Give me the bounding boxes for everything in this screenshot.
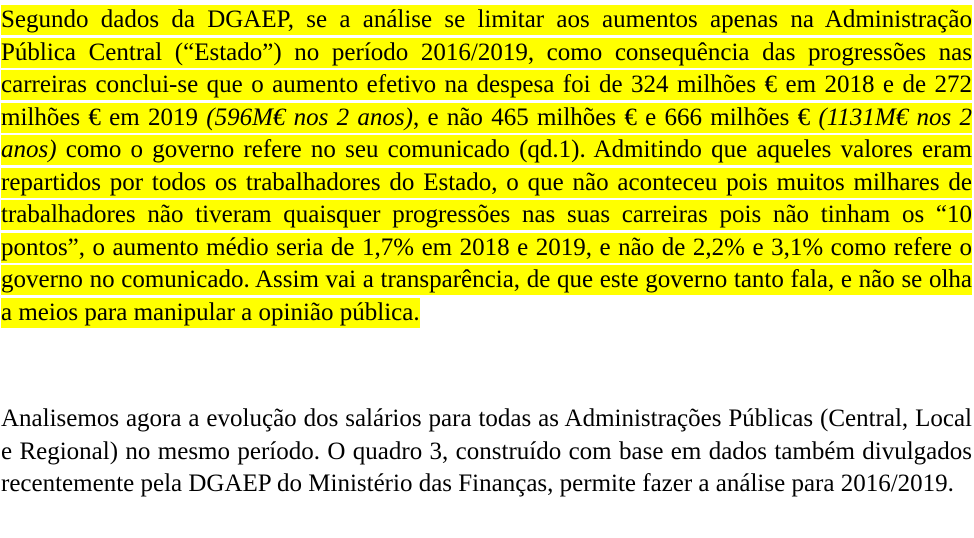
highlighted-text [1,5,972,328]
paragraph-1-text-c: como o governo refere no seu comunicado (qd.1). Admitindo que aqueles valores eram repartidos por todos os trabalhadores do Estado, o que não aconteceu pois muitos milhares de trabalhadores não tiveram quaisquer progressões nas suas carreiras pois não tinham os “10 pontos”, o aumento médio seria de 1,7% em 2018 e 2019, e não de 2,2% e 3,1% como refere o governo no comunicado. Assim vai a transparência, de que este governo tanto fala, e não se olha a meios para manipular a opinião pública. [1,136,972,326]
paragraph-1-text-a: Segundo dados da DGAEP, se a análise se limitar aos aumentos apenas na Administração Pública Central (“Estado”) no período 2016/2019, como consequência das progressões nas carreiras conclui-se que o aumento efetivo na despesa foi de 324 milhões € em 2018 e de 272 milhões € em 2019 [1,6,972,131]
paragraph-1-italic-b: (1131M€ nos 2 anos) [1,103,972,163]
paragraph-1-italic-a: (596M€ nos 2 anos) [206,103,413,131]
highlighted-paragraph [1,4,972,329]
paragraph-1-text-b: , e não 465 milhões € e 666 milhões € [412,103,819,131]
paragraph-2-text: Analisemos agora a evolução dos salários para todas as Administrações Públicas (Central, Local e Regional) no mesmo período. O quadro 3, construído com base em dados também divulgados recentemente pela DGAEP do Ministério das Finanças, permite fazer a análise para 2016/2019. [1,405,972,497]
body-paragraph [1,403,972,501]
